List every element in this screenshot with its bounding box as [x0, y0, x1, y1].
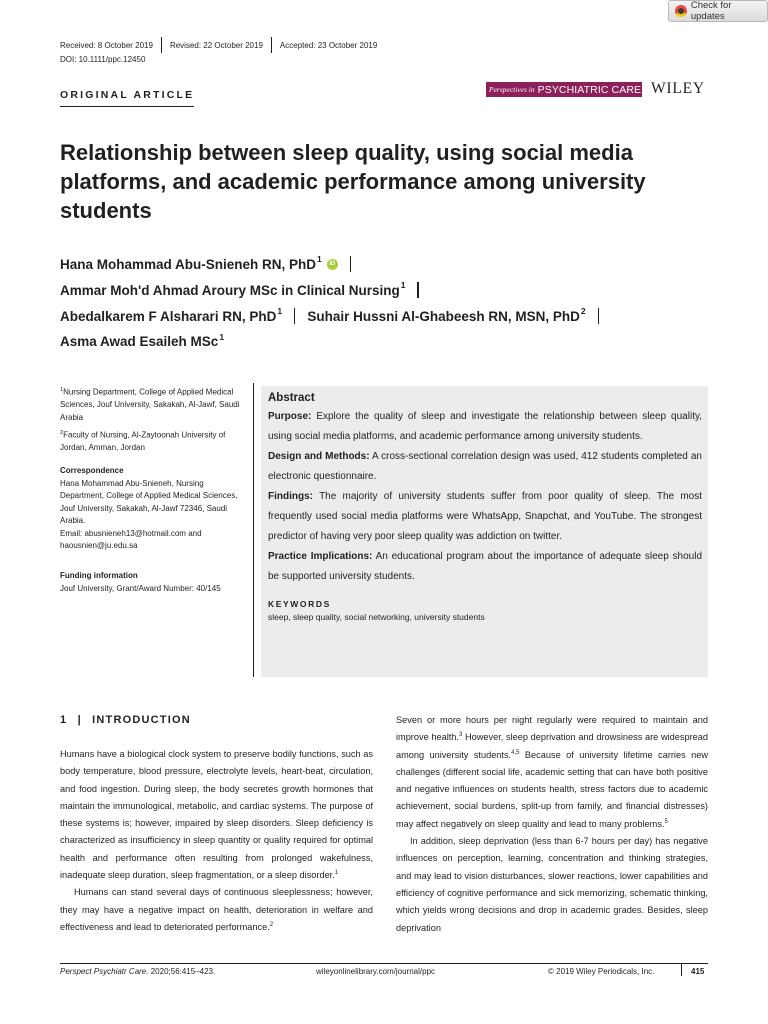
paragraph-text: Because of university lifetime carries new challenges (different social life, academic setting that can have both positive and negative influences on students health, stress factors due to academic achievement, social burdens, split-up from family, and financial distresses) may affect negatively on sleep quality and lead to many problems. — [396, 749, 709, 829]
divider — [271, 37, 272, 53]
affiliation-2 — [60, 427, 245, 455]
abstract-implications — [268, 547, 702, 587]
funding-heading: Funding information — [60, 571, 138, 580]
abstract-design-text: A cross-sectional correlation design was used, 412 students completed an electronic questionnaire. — [268, 451, 702, 482]
article-title: Relationship between sleep quality, using social media platforms, and academic performance among university students — [60, 140, 646, 223]
check-for-updates-button[interactable] — [668, 0, 768, 22]
abstract-design — [268, 447, 702, 487]
abstract-findings — [268, 487, 702, 547]
affiliation-marker: 1 — [317, 254, 322, 264]
journal-logo-prefix: Perspectives in — [489, 85, 535, 94]
correspondence-email[interactable]: Email: abusnieneh13@hotmail.com and haousnien@ju.edu.sa — [60, 528, 202, 550]
crossmark-icon — [675, 5, 687, 17]
author-name[interactable]: Ammar Moh'd Ahmad Aroury MSc in Clinical Nursing — [60, 282, 400, 298]
author-line-3 — [60, 308, 611, 324]
journal-logo[interactable] — [486, 82, 642, 97]
correspondence-heading: Correspondence — [60, 466, 124, 475]
column-divider — [253, 383, 254, 677]
abstract-purpose-label: Purpose: — [268, 411, 312, 422]
divider — [417, 282, 418, 298]
abstract-purpose — [268, 407, 702, 447]
divider — [681, 963, 682, 976]
affiliation-text: Nursing Department, College of Applied Medical Sciences, Jouf University, Sakakah, Al-Jawf, Saudi Arabia — [60, 387, 240, 422]
revised-date: Revised: 22 October 2019 — [169, 40, 263, 50]
abstract-box — [261, 386, 708, 677]
affiliation-marker: 1 — [400, 280, 406, 290]
body-paragraph — [396, 833, 708, 937]
abstract-purpose-text: Explore the quality of sleep and investigate the relationship between sleep quality, using social media platforms, and academic performance among university students. — [268, 411, 703, 442]
divider — [598, 308, 599, 324]
section-title: INTRODUCTION — [92, 714, 191, 726]
publisher-logo[interactable]: WILEY — [651, 80, 705, 97]
article-dates — [60, 37, 377, 53]
citation-ref[interactable]: 3 — [458, 732, 463, 739]
affiliation-text: Faculty of Nursing, Al-Zaytoonah University of Jordan, Amman, Jordan — [60, 430, 226, 453]
author-name[interactable]: Hana Mohammad Abu-Snieneh RN, PhD — [60, 256, 317, 272]
copyright: © 2019 Wiley Periodicals, Inc. — [548, 967, 655, 976]
paragraph-text: In addition, sleep deprivation (less than 6-7 hours per day) has negative influences on perception, learning, concentration and thinking strategies, and may lead to vision disturbances, slower reactions, lower capabilities and efficiency of cognitive performance and sick memorizing, schematic thinking, which yields wrong decisions and drop in academic grades. Besides, sleep deprivation — [396, 836, 708, 933]
abstract-implications-text: An educational program about the importance of adequate sleep should be supported university students. — [268, 551, 702, 582]
affiliation-marker: 1 — [277, 306, 283, 316]
paragraph-text: Seven or more hours per night regularly were required to maintain and improve health. — [396, 715, 708, 743]
keywords-heading: KEYWORDS — [268, 599, 331, 609]
orcid-icon[interactable]: iD — [327, 259, 338, 270]
body-column-left — [60, 746, 373, 936]
author-name[interactable]: Asma Awad Esaileh MSc — [60, 334, 219, 349]
affiliation-number: 1 — [60, 387, 64, 393]
divider — [350, 256, 351, 272]
section-heading: 1 | INTRODUCTION — [60, 714, 191, 726]
citation-ref[interactable]: 1 — [334, 870, 339, 877]
funding — [60, 570, 245, 595]
citation-ref[interactable]: 5 — [664, 818, 668, 825]
citation-journal: Perspect Psychiatr Care. — [60, 967, 149, 976]
page-number: 415 — [691, 967, 705, 976]
abstract-heading: Abstract — [268, 392, 315, 404]
author-line-4 — [60, 331, 225, 349]
divider — [294, 308, 295, 324]
body-paragraph — [396, 712, 708, 833]
body-paragraph — [60, 884, 373, 936]
divider — [161, 37, 162, 53]
body-paragraph — [60, 746, 373, 884]
keywords: sleep, sleep quality, social networking, university students — [268, 612, 485, 622]
received-date: Received: 8 October 2019 — [60, 40, 153, 50]
affiliation-marker: 1 — [219, 331, 225, 342]
abstract-findings-text: The majority of university students suffer from poor quality of sleep. The most frequently used social media platforms were WhatsApp, Snapchat, and YouTube. The strongest predictor of having very poor sleep quality was addiction on twitter. — [268, 491, 702, 542]
abstract-implications-label: Practice Implications: — [268, 551, 373, 562]
paragraph-text: Humans have a biological clock system to preserve bodily functions, such as body temperature, blood pressure, electrolyte levels, heart-beat, circulation, and food ingestion. During sleep, the body secretes growth hormones that maintain the immunological, metabolic, and cardiac systems. The purpose of these systems is; however, impaired by sleep disorders. Sleep deficiency is characterized as insufficiency in sleep quantity or quality required for optimal health and performance often resulting from prolonged wakefulness, inadequate sleep duration, sleep fragmentation, or a sleep disorder. — [60, 749, 373, 881]
author-line-2 — [60, 282, 431, 298]
paragraph-text: However, sleep deprivation and drowsiness are widespread among university students. — [396, 732, 708, 760]
footer-citation — [60, 967, 215, 976]
affiliation-marker: 2 — [580, 306, 586, 316]
author-name[interactable]: Abedalkarem F Alsharari RN, PhD — [60, 308, 277, 324]
author-line-1 — [60, 256, 363, 272]
accepted-date: Accepted: 23 October 2019 — [279, 40, 378, 50]
citation-ref[interactable]: 2 — [269, 921, 274, 928]
funding-text: Jouf University, Grant/Award Number: 40/145 — [60, 583, 221, 593]
paragraph-text: Humans can stand several days of continuous sleeplessness; however, they may have a negative impact on health, deterioration in welfare and effectiveness and lead to deteriorated performance. — [60, 887, 373, 932]
footer-rule — [60, 963, 708, 964]
journal-logo-name: PSYCHIATRIC CARE — [537, 83, 642, 96]
body-column-right — [396, 712, 708, 937]
citation-details: 2020;56:415–423. — [150, 967, 216, 976]
author-name[interactable]: Suhair Hussni Al-Ghabeesh RN, MSN, PhD — [307, 308, 580, 324]
affiliation-1 — [60, 384, 245, 424]
abstract-findings-label: Findings: — [268, 491, 313, 502]
section-number: 1 — [60, 714, 68, 726]
abstract-design-label: Design and Methods: — [268, 451, 370, 462]
article-type: ORIGINAL ARTICLE — [60, 89, 194, 107]
affiliation-number: 2 — [60, 430, 64, 436]
correspondence-text: Hana Mohammad Abu-Snieneh, Nursing Department, College of Applied Medical Sciences, Jouf University, Sakakah, Al-Jawf 72346, Saudi Arabia. — [60, 478, 238, 525]
citation-ref[interactable]: 4,5 — [511, 749, 520, 756]
doi[interactable]: DOI: 10.1111/ppc.12450 — [60, 55, 146, 64]
check-for-updates-label: Check for updates — [690, 0, 732, 22]
correspondence — [60, 465, 245, 553]
journal-url[interactable]: wileyonlinelibrary.com/journal/ppc — [316, 967, 436, 976]
